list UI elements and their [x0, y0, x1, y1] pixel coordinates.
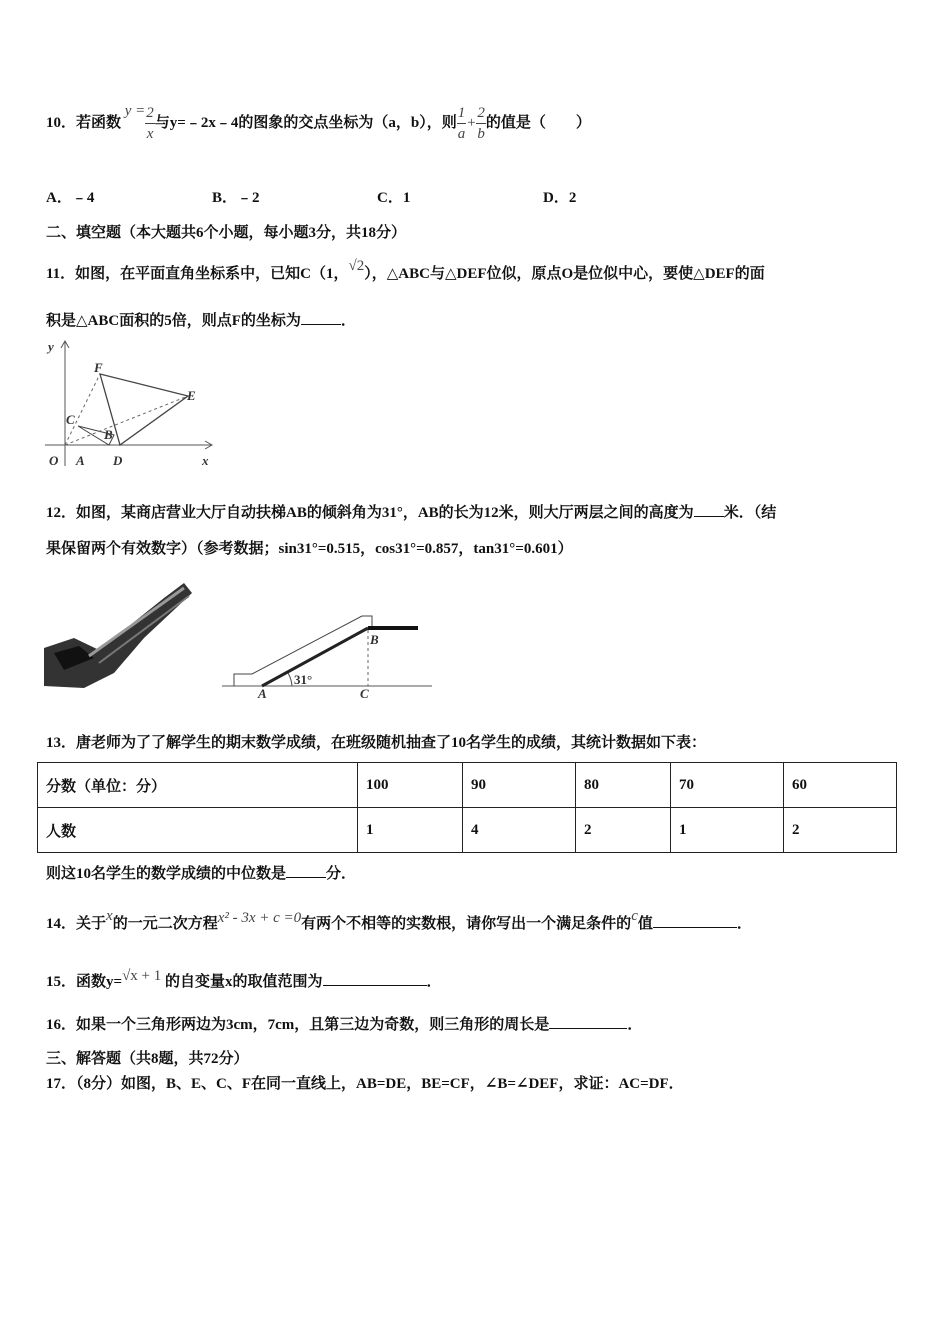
- q13-after-text: 则这10名学生的数学成绩的中位数是: [46, 866, 287, 882]
- label-c: C: [360, 686, 369, 701]
- label-b: B: [370, 632, 379, 647]
- escalator-diagram: [222, 578, 434, 701]
- answer-blank[interactable]: [694, 502, 724, 517]
- q10-fraction-1: [457, 103, 467, 144]
- period: ．: [340, 313, 356, 329]
- q15-text-b: 的自变量x的取值范围为: [165, 974, 323, 990]
- q10-func-lhs: y =: [124, 103, 146, 119]
- escalator-photo: [44, 578, 194, 690]
- score-table: [37, 762, 897, 853]
- q10-option-a[interactable]: A．﹣4: [46, 190, 95, 206]
- label-f: F: [94, 360, 103, 375]
- q14-text-c: 有两个不相等的实数根，请你写出一个满足条件的: [301, 916, 632, 932]
- q14-text-d: 值: [637, 916, 653, 932]
- var-c: c: [631, 908, 638, 924]
- plus-sign: +: [466, 115, 477, 131]
- q11-line-2: [46, 309, 356, 330]
- q13-question: [46, 862, 356, 883]
- table-cell: 分数（单位：分）: [38, 763, 358, 808]
- var-x: x: [106, 908, 113, 924]
- q14-text-b: 的一元二次方程: [112, 916, 218, 932]
- denominator: x: [146, 126, 154, 143]
- denominator: a: [457, 126, 466, 143]
- numerator: 1: [457, 103, 467, 124]
- q11-text-b: ），△ABC与△DEF位似，原点O是位似中心，要使△DEF的面: [364, 266, 765, 282]
- q10-option-b[interactable]: B．﹣2: [212, 190, 260, 206]
- q10-text-mid: 与y=﹣2x﹣4的图象的交点坐标为（a，b），则: [154, 115, 457, 131]
- label-e: E: [187, 388, 196, 403]
- label-x: x: [202, 453, 209, 468]
- table-header-row: [38, 763, 897, 808]
- q11-line-1: [46, 258, 765, 283]
- section-3-heading: 三、解答题（共8题，共72分）: [46, 1051, 249, 1067]
- table-cell: 100: [358, 763, 463, 808]
- answer-blank[interactable]: [653, 913, 737, 928]
- label-c: C: [66, 412, 75, 427]
- q12-text-b: 米．（结: [723, 505, 777, 521]
- unit: 分．: [326, 866, 357, 882]
- q14-text: 14．关于: [46, 916, 107, 932]
- q12-line-2: 果保留两个有效数字）（参考数据；sin31°=0.515，cos31°=0.857，tan31°=0.601）: [46, 541, 573, 557]
- q10-fraction-2: [476, 103, 486, 144]
- period: ．: [426, 974, 442, 990]
- question-16: [46, 1013, 642, 1034]
- q11-coordinate-figure: [40, 338, 220, 478]
- period: ．: [736, 916, 752, 932]
- label-a: A: [76, 453, 85, 468]
- label-b: B: [104, 427, 113, 442]
- table-cell: 2: [576, 808, 671, 853]
- label-a: A: [258, 686, 267, 701]
- equation: x² - 3x + c =0: [217, 910, 302, 926]
- answer-blank[interactable]: [286, 863, 326, 878]
- label-y: y: [48, 339, 54, 354]
- question-14: [46, 908, 752, 933]
- q10-option-c[interactable]: C．1: [377, 190, 411, 206]
- label-o: O: [49, 453, 59, 468]
- table-cell: 1: [671, 808, 784, 853]
- q16-text: 16．如果一个三角形两边为3cm，7cm，且第三边为奇数，则三角形的周长是: [46, 1017, 550, 1033]
- table-cell: 90: [463, 763, 576, 808]
- q10-func-fraction: [145, 103, 155, 144]
- section-2-heading: 二、填空题（本大题共6个小题，每小题3分，共18分）: [46, 225, 407, 241]
- answer-blank[interactable]: [549, 1014, 627, 1029]
- q11-text: 11．如图，在平面直角坐标系中，已知C（1，: [46, 266, 349, 282]
- q13-text: 13．唐老师为了了解学生的期末数学成绩，在班级随机抽查了10名学生的成绩，其统计数据如下表：: [46, 735, 707, 751]
- answer-blank[interactable]: [301, 310, 341, 325]
- label-d: D: [113, 453, 123, 468]
- table-cell: 人数: [38, 808, 358, 853]
- table-cell: 4: [463, 808, 576, 853]
- sqrt-expression: √x + 1: [122, 968, 162, 984]
- q15-text: 15．函数y=: [46, 974, 123, 990]
- sqrt-2: √2: [348, 258, 365, 274]
- numerator: 2: [476, 103, 486, 124]
- q10-text-end: 的值是（ ）: [485, 115, 591, 131]
- q12-line-1: [46, 501, 776, 522]
- question-17: 17．（8分）如图，B、E、C、F在同一直线上，AB=DE，BE=CF，∠B=∠DEF，求证：AC=DF．: [46, 1076, 684, 1092]
- table-cell: 60: [784, 763, 897, 808]
- answer-blank[interactable]: [323, 971, 427, 986]
- q12-text: 12．如图，某商店营业大厅自动扶梯AB的倾斜角为31°，AB的长为12米，则大厅两层之间的高度为: [46, 505, 694, 521]
- table-cell: 1: [358, 808, 463, 853]
- denominator: b: [477, 126, 485, 143]
- question-15: [46, 968, 442, 991]
- q11-text-2: 积是△ABC面积的5倍，则点F的坐标为: [46, 313, 301, 329]
- table-cell: 2: [784, 808, 897, 853]
- table-cell: 70: [671, 763, 784, 808]
- question-10: [46, 103, 591, 144]
- table-row: [38, 808, 897, 853]
- numerator: 2: [145, 103, 155, 124]
- table-cell: 80: [576, 763, 671, 808]
- q10-option-d[interactable]: D．2: [543, 190, 577, 206]
- angle-label: 31°: [294, 672, 313, 687]
- q10-text: 10．若函数: [46, 115, 122, 131]
- period: ．: [627, 1017, 643, 1033]
